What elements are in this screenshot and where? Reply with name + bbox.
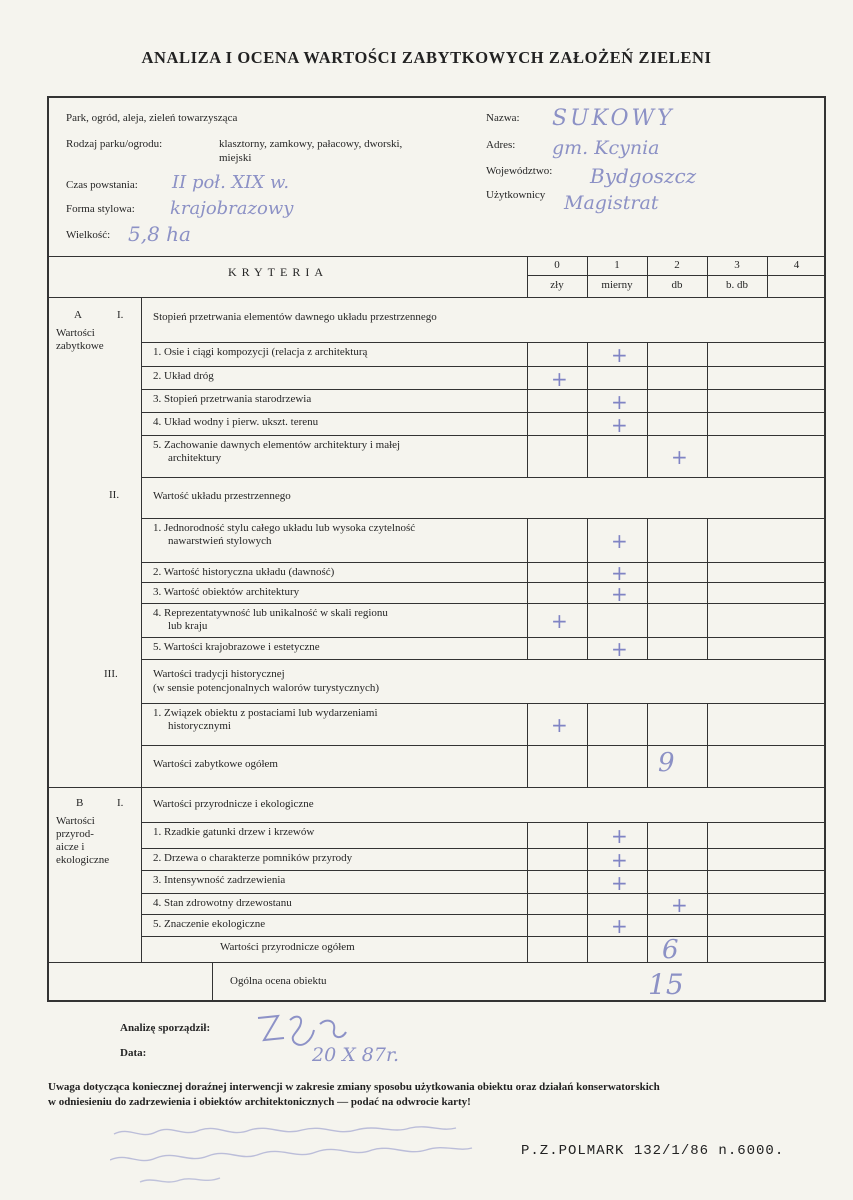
data-label: Data: xyxy=(120,1047,147,1059)
score-mark-icon: + xyxy=(611,914,628,938)
wojewodztwo-value: Bydgoszcz xyxy=(590,164,697,188)
group-b1-title: Wartości przyrodnicze i ekologiczne xyxy=(153,798,314,810)
score-column-line xyxy=(527,366,528,389)
score-column-line xyxy=(647,637,648,659)
score-column-line xyxy=(587,870,588,893)
score-column-line xyxy=(707,366,708,389)
row-divider xyxy=(141,870,826,871)
row-divider xyxy=(141,637,826,638)
criterion-label: 3. Intensywność zadrzewienia xyxy=(153,874,286,886)
score-mark-icon: + xyxy=(611,412,628,437)
score-column-line xyxy=(527,603,528,637)
score-column-line xyxy=(587,893,588,914)
score-column-line xyxy=(587,822,588,848)
criterion-label: 5. Zachowanie dawnych elementów architektury i małej xyxy=(153,439,401,451)
score-column-line xyxy=(647,435,648,477)
score-column-line xyxy=(707,637,708,659)
score-column-line xyxy=(527,256,528,297)
sporzadzil-label: Analizę sporządził: xyxy=(120,1022,211,1034)
adres-value: gm. Kcynia xyxy=(552,137,660,159)
kryteria-label: KRYTERIA xyxy=(228,265,328,279)
row-divider xyxy=(141,389,826,390)
score-column-line xyxy=(587,848,588,870)
total-a-label: Wartości zabytkowe ogółem xyxy=(153,758,278,770)
score-mark-icon: + xyxy=(611,870,628,895)
score-column-line xyxy=(587,603,588,637)
score-column-line xyxy=(707,435,708,477)
score-mark-icon: + xyxy=(611,389,628,414)
criterion-label: 2. Wartość historyczna układu (dawność) xyxy=(153,566,335,578)
score-column-line xyxy=(527,518,528,562)
row-divider xyxy=(141,603,826,604)
score-column-line xyxy=(587,518,588,562)
row-divider xyxy=(141,477,826,478)
criterion-label-2: nawarstwień stylowych xyxy=(168,535,272,547)
section-a-roman-2: II. xyxy=(109,489,120,501)
score-column-line xyxy=(647,848,648,870)
score-column-line xyxy=(707,822,708,848)
score-column-line xyxy=(587,256,588,297)
score-column-line xyxy=(587,637,588,659)
criterion-label: 4. Reprezentatywność lub unikalność w skali regionu xyxy=(153,607,388,619)
score-header-divider xyxy=(527,275,826,276)
row-divider xyxy=(141,659,826,660)
park-label: Park, ogród, aleja, zieleń towarzysząca xyxy=(66,112,238,124)
score-column-line xyxy=(707,518,708,562)
score-column-line xyxy=(647,412,648,435)
section-b-top xyxy=(47,787,826,788)
section-b-letter: B xyxy=(76,797,84,809)
total-b-label: Wartości przyrodnicze ogółem xyxy=(220,941,355,953)
score-column-line xyxy=(707,256,708,297)
score-column-line xyxy=(527,745,528,787)
score-label: zły xyxy=(550,279,564,291)
score-column-line xyxy=(707,389,708,412)
group-a2-title: Wartość układu przestrzennego xyxy=(153,490,291,502)
group-divider xyxy=(141,297,826,298)
score-label: mierny xyxy=(601,279,633,291)
wielkosc-label: Wielkość: xyxy=(66,229,111,241)
score-column-line xyxy=(587,435,588,477)
note-line-2: w odniesieniu do zadrzewienia i obiektów architektonicznych — podać na odwrocie karty! xyxy=(48,1096,471,1108)
score-number: 4 xyxy=(793,259,800,271)
row-divider xyxy=(141,518,826,519)
score-number: 1 xyxy=(614,259,620,271)
total-a-value: 9 xyxy=(658,748,675,778)
header-divider xyxy=(47,256,826,257)
section-a-divider xyxy=(141,297,142,787)
score-column-line xyxy=(527,914,528,936)
score-mark-icon: + xyxy=(671,892,688,917)
row-divider xyxy=(141,914,826,915)
score-column-line xyxy=(527,870,528,893)
score-mark-icon: + xyxy=(551,609,568,633)
criterion-label: 1. Jednorodność stylu całego układu lub wysoka czytelność xyxy=(153,522,416,534)
forma-value: krajobrazowy xyxy=(170,198,294,219)
score-column-line xyxy=(707,342,708,366)
score-mark-icon: + xyxy=(611,824,628,848)
score-column-line xyxy=(707,562,708,582)
adres-label: Adres: xyxy=(486,139,516,151)
section-b-bottom xyxy=(47,962,212,963)
group-a3-title: Wartości tradycji historycznej xyxy=(153,668,285,680)
criterion-label-2: lub kraju xyxy=(168,620,208,632)
score-column-line xyxy=(587,745,588,787)
score-column-line xyxy=(707,914,708,936)
section-b-name-4: ekologiczne xyxy=(56,854,110,866)
criterion-label: 5. Znaczenie ekologiczne xyxy=(153,918,266,930)
score-column-line xyxy=(767,256,768,297)
score-column-line xyxy=(527,822,528,848)
score-column-line xyxy=(527,848,528,870)
score-mark-icon: + xyxy=(611,529,628,553)
score-column-line xyxy=(647,893,648,914)
score-column-line xyxy=(707,936,708,962)
forma-label: Forma stylowa: xyxy=(66,203,135,215)
score-column-line xyxy=(647,745,648,787)
czas-value: II poł. XIX w. xyxy=(172,172,290,193)
criterion-label: 2. Układ dróg xyxy=(153,370,214,382)
score-number: 0 xyxy=(554,259,560,271)
score-column-line xyxy=(647,914,648,936)
group-a3-subtitle: (w sensie potencjonalnych walorów turystycznych) xyxy=(153,682,380,694)
row-divider xyxy=(141,562,826,563)
score-column-line xyxy=(707,870,708,893)
czas-label: Czas powstania: xyxy=(66,179,138,191)
score-number: 3 xyxy=(734,259,740,271)
score-column-line xyxy=(587,562,588,582)
score-column-line xyxy=(647,603,648,637)
wielkosc-value: 5,8 ha xyxy=(128,222,191,246)
rodzaj-options: klasztorny, zamkowy, pałacowy, dworski, xyxy=(219,138,403,150)
overall-value: 15 xyxy=(648,968,684,1001)
score-label: db xyxy=(671,279,683,291)
handwritten-scribble-icon xyxy=(110,1120,490,1192)
criterion-label-2: architektury xyxy=(168,452,222,464)
criterion-label: 5. Wartości krajobrazowe i estetyczne xyxy=(153,641,320,653)
overall-label: Ogólna ocena obiektu xyxy=(230,975,327,987)
total-b-bottom xyxy=(212,962,826,963)
group-divider xyxy=(141,822,826,823)
score-column-line xyxy=(527,412,528,435)
score-column-line xyxy=(707,703,708,745)
document-title: ANALIZA I OCENA WARTOŚCI ZABYTKOWYCH ZAŁOŻEŃ ZIELENI xyxy=(141,48,712,67)
score-column-line xyxy=(647,389,648,412)
section-a-roman-3: III. xyxy=(104,668,118,680)
nazwa-label: Nazwa: xyxy=(486,112,520,124)
score-column-line xyxy=(527,389,528,412)
criterion-label: 1. Osie i ciągi kompozycji (relacja z architekturą xyxy=(153,346,368,358)
score-column-line xyxy=(707,848,708,870)
section-b-roman: I. xyxy=(117,797,124,809)
row-divider xyxy=(141,848,826,849)
group-a1-title: Stopień przetrwania elementów dawnego układu przestrzennego xyxy=(153,311,437,323)
score-column-line xyxy=(527,582,528,603)
score-column-line xyxy=(527,936,528,962)
criterion-label: 4. Stan zdrowotny drzewostanu xyxy=(153,897,292,909)
score-label: b. db xyxy=(726,279,748,291)
score-mark-icon: + xyxy=(611,343,628,367)
score-column-line xyxy=(647,582,648,603)
criterion-label: 1. Związek obiektu z postaciami lub wydarzeniami xyxy=(153,707,378,719)
uzytkownicy-value: Magistrat xyxy=(564,192,659,214)
print-footer: P.Z.POLMARK 132/1/86 n.6000. xyxy=(521,1143,785,1159)
criterion-label: 3. Stopień przetrwania starodrzewia xyxy=(153,393,312,405)
score-column-line xyxy=(587,582,588,603)
score-column-line xyxy=(707,893,708,914)
total-b-value: 6 xyxy=(662,935,679,965)
score-mark-icon: + xyxy=(551,713,568,737)
section-b-name-3: aicze i xyxy=(56,841,85,853)
nazwa-value: SUKOWY xyxy=(552,106,675,131)
row-divider xyxy=(141,745,826,746)
score-column-line xyxy=(587,412,588,435)
score-column-line xyxy=(707,412,708,435)
score-column-line xyxy=(587,342,588,366)
score-column-line xyxy=(647,256,648,297)
score-column-line xyxy=(527,435,528,477)
score-column-line xyxy=(647,518,648,562)
section-a-roman: I. xyxy=(117,309,124,321)
score-column-line xyxy=(707,603,708,637)
score-column-line xyxy=(587,366,588,389)
score-column-line xyxy=(527,562,528,582)
score-column-line xyxy=(647,870,648,893)
note-line-1: Uwaga dotycząca koniecznej doraźnej interwencji w zakresie zmiany sposobu użytkowania obiektu oraz działań konserwatorskich xyxy=(48,1081,660,1093)
row-divider xyxy=(141,366,826,367)
section-b-name-1: Wartości xyxy=(56,815,95,827)
score-column-line xyxy=(647,703,648,745)
row-divider xyxy=(141,936,826,937)
score-column-line xyxy=(647,936,648,962)
wojewodztwo-label: Województwo: xyxy=(486,165,553,177)
criterion-label-2: historycznymi xyxy=(168,720,231,732)
data-value: 20 X 87r. xyxy=(312,1044,399,1066)
score-column-line xyxy=(527,893,528,914)
criterion-label: 2. Drzewa o charakterze pomników przyrody xyxy=(153,852,353,864)
section-b-name-2: przyrod- xyxy=(56,828,94,840)
rodzaj-label: Rodzaj parku/ogrodu: xyxy=(66,138,163,150)
row-divider xyxy=(141,412,826,413)
score-mark-icon: + xyxy=(671,445,688,469)
score-column-line xyxy=(647,342,648,366)
score-mark-icon: + xyxy=(611,637,628,661)
section-a-name: Wartości zabytkowe xyxy=(56,327,104,352)
score-column-line xyxy=(647,366,648,389)
uzytkownicy-label: Użytkownicy xyxy=(486,189,546,201)
row-divider xyxy=(141,703,826,704)
score-column-line xyxy=(647,822,648,848)
criterion-label: 3. Wartość obiektów architektury xyxy=(153,586,300,598)
score-column-line xyxy=(707,582,708,603)
row-divider xyxy=(141,582,826,583)
score-column-line xyxy=(587,936,588,962)
score-column-line xyxy=(527,342,528,366)
score-column-line xyxy=(587,914,588,936)
score-column-line xyxy=(527,703,528,745)
score-number: 2 xyxy=(674,259,680,271)
overall-left xyxy=(212,962,213,1002)
score-column-line xyxy=(587,703,588,745)
score-column-line xyxy=(647,562,648,582)
rodzaj-options-2: miejski xyxy=(219,152,252,164)
score-column-line xyxy=(707,745,708,787)
score-mark-icon: + xyxy=(611,848,628,872)
score-column-line xyxy=(587,389,588,412)
score-column-line xyxy=(527,637,528,659)
criterion-label: 4. Układ wodny i pierw. ukszt. terenu xyxy=(153,416,319,428)
section-a-letter: A xyxy=(74,309,82,321)
score-mark-icon: + xyxy=(551,366,568,391)
row-divider xyxy=(141,342,826,343)
criterion-label: 1. Rzadkie gatunki drzew i krzewów xyxy=(153,826,315,838)
score-mark-icon: + xyxy=(611,561,628,585)
row-divider xyxy=(141,893,826,894)
row-divider xyxy=(141,435,826,436)
score-mark-icon: + xyxy=(611,581,628,606)
